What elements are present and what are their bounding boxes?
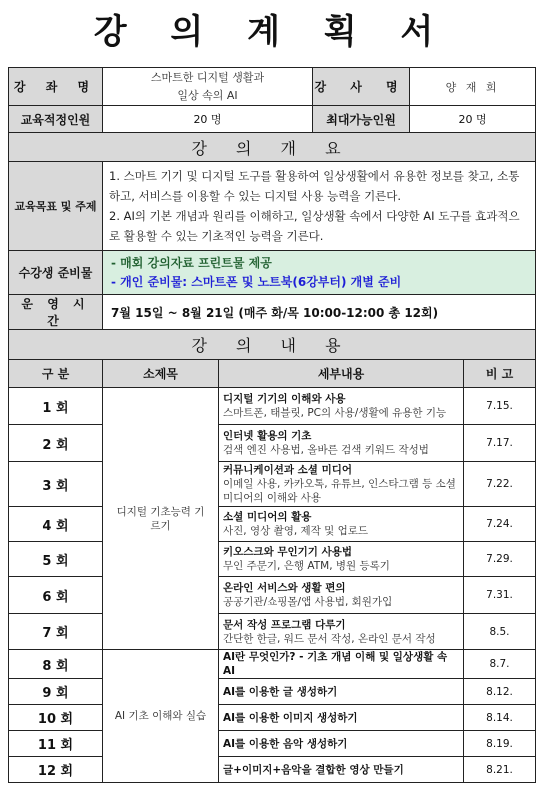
objective-1: 1. 스마트 기기 및 디지털 도구를 활용하여 일상생활에서 유용한 정보를 찾고, 소통하고, 서비스를 이용할 수 있는 디지털 사용 능력을 기른다. <box>109 169 520 203</box>
session-num: 4 회 <box>9 507 103 542</box>
session-title: 소셜 미디어의 활용 <box>223 511 312 523</box>
objective-2: 2. AI의 기본 개념과 원리를 이해하고, 일상생활 속에서 다양한 AI 도구를 효과적으로 활용할 수 있는 기초적인 능력을 기른다. <box>109 209 520 243</box>
session-title: 커뮤니케이션과 소셜 미디어 <box>223 464 353 476</box>
session-num: 12 회 <box>9 757 103 783</box>
col-module: 소제목 <box>103 360 219 388</box>
session-date: 8.7. <box>464 650 536 679</box>
max-label: 최대가능인원 <box>313 106 410 133</box>
session-date: 7.24. <box>464 507 536 542</box>
col-details: 세부내용 <box>219 360 464 388</box>
session-num: 8 회 <box>9 650 103 679</box>
cap-value: 20 명 <box>103 106 313 133</box>
session-details <box>219 507 464 542</box>
session-desc: 검색 엔진 사용법, 올바른 검색 키워드 작성법 <box>223 444 429 456</box>
session-desc: 사진, 영상 촬영, 제작 및 업로드 <box>223 525 369 537</box>
overview-header: 강 의 개 요 <box>9 133 536 162</box>
session-title: 인터넷 활용의 기초 <box>223 430 312 442</box>
col-note: 비 고 <box>464 360 536 388</box>
objective-label: 교육목표 및 주제 <box>9 162 103 251</box>
course-name-line2: 일상 속의 AI <box>177 88 238 102</box>
max-value: 20 명 <box>410 106 536 133</box>
session-details <box>219 388 464 425</box>
module-1: 디지털 기초능력 기르기 <box>103 388 219 650</box>
session-num: 5 회 <box>9 542 103 577</box>
prep-cell <box>103 251 536 295</box>
session-title: 온라인 서비스와 생활 편의 <box>223 582 346 594</box>
session-desc: 간단한 한글, 워드 문서 작성, 온라인 문서 작성 <box>223 632 436 645</box>
session-num: 3 회 <box>9 462 103 507</box>
session-title: 디지털 기기의 이해와 사용 <box>223 393 346 405</box>
session-details <box>219 542 464 577</box>
session-date: 7.17. <box>464 425 536 462</box>
session-title: AI를 이용한 이미지 생성하기 <box>219 705 464 731</box>
session-date: 7.29. <box>464 542 536 577</box>
plan-table <box>8 67 536 783</box>
course-name-line1: 스마트한 디지털 생활과 <box>150 70 265 84</box>
session-date: 8.12. <box>464 679 536 705</box>
session-date: 8.19. <box>464 731 536 757</box>
session-date: 8.14. <box>464 705 536 731</box>
schedule-value: 7월 15일 ~ 8월 21일 (매주 화/목 10:00-12:00 총 12회) <box>103 295 536 330</box>
col-session: 구 분 <box>9 360 103 388</box>
session-desc: 이메일 사용, 카카오톡, 유튜브, 인스타그램 등 소셜미디어의 이해와 사용 <box>223 478 456 504</box>
session-title: 문서 작성 프로그램 다루기 <box>223 618 346 631</box>
course-name <box>103 68 313 106</box>
session-desc: 무인 주문기, 은행 ATM, 병원 등록기 <box>223 560 390 572</box>
prep-item-2: - 개인 준비물: 스마트폰 및 노트북(6강부터) 개별 준비 <box>111 274 402 289</box>
session-title: 키오스크와 무인기기 사용법 <box>223 546 353 558</box>
page-title: 강 의 계 획 서 <box>93 12 450 52</box>
module-2: AI 기초 이해와 실습 <box>103 650 219 783</box>
instructor-name: 양 재 희 <box>410 68 536 106</box>
session-desc: 공공기관/쇼핑몰/앱 사용법, 회원가입 <box>223 596 393 608</box>
prep-item-1: - 매회 강의자료 프린트물 제공 <box>111 255 272 270</box>
session-details <box>219 614 464 650</box>
session-title: 글+이미지+음악을 결합한 영상 만들기 <box>219 757 464 783</box>
session-num: 10 회 <box>9 705 103 731</box>
session-num: 1 회 <box>9 388 103 425</box>
session-num: 7 회 <box>9 614 103 650</box>
objective-text <box>103 162 536 251</box>
session-title: AI를 이용한 음악 생성하기 <box>219 731 464 757</box>
session-details <box>219 425 464 462</box>
session-date: 7.15. <box>464 388 536 425</box>
course-name-label: 강 좌 명 <box>9 68 103 106</box>
cap-label: 교육적정인원 <box>9 106 103 133</box>
session-num: 9 회 <box>9 679 103 705</box>
session-num: 11 회 <box>9 731 103 757</box>
session-num: 6 회 <box>9 577 103 614</box>
content-header: 강 의 내 용 <box>9 330 536 360</box>
session-details <box>219 462 464 507</box>
session-num: 2 회 <box>9 425 103 462</box>
session-details <box>219 577 464 614</box>
session-desc: 스마트폰, 태블릿, PC의 사용/생활에 유용한 기능 <box>223 407 447 419</box>
session-date: 7.31. <box>464 577 536 614</box>
session-date: 7.22. <box>464 462 536 507</box>
session-title: AI란 무엇인가? - 기초 개념 이해 및 일상생활 속 AI <box>219 650 464 679</box>
schedule-label: 운 영 시 간 <box>9 295 103 330</box>
session-date: 8.21. <box>464 757 536 783</box>
session-date: 8.5. <box>464 614 536 650</box>
prep-label: 수강생 준비물 <box>9 251 103 295</box>
instructor-label: 강 사 명 <box>313 68 410 106</box>
session-title: AI를 이용한 글 생성하기 <box>219 679 464 705</box>
